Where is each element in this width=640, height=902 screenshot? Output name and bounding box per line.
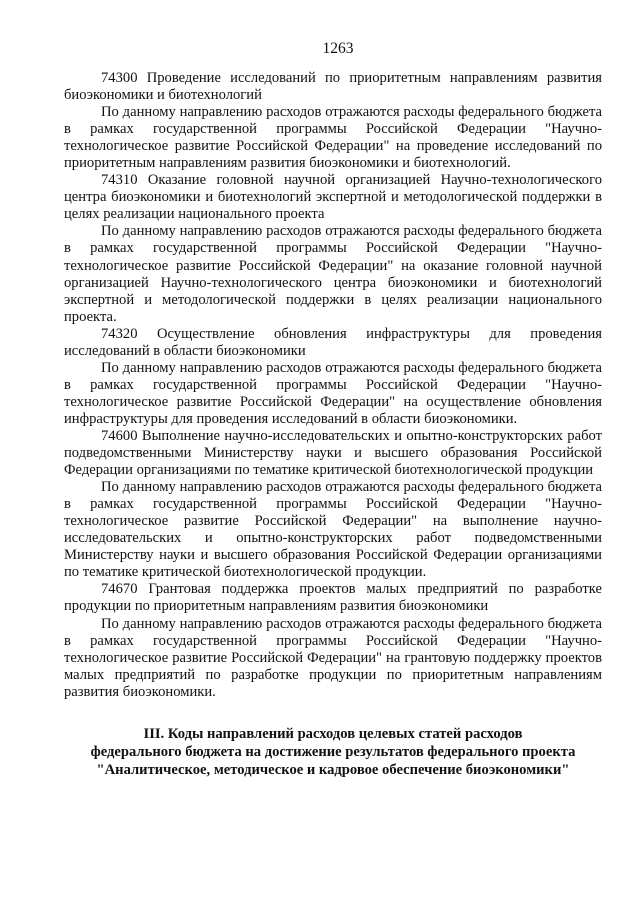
- code-74670-description: По данному направлению расходов отражаются расходы федерального бюджета в рамках государственной программы Российской Федерации "Научно-технологическое развитие Российской Федерации" на грантовую поддержку проектов малых предприятий по разработке продукции по приоритетным направлениям развития биоэкономики.: [64, 615, 602, 700]
- code-74320-description: По данному направлению расходов отражаются расходы федерального бюджета в рамках государственной программы Российской Федерации "Научно-технологическое развитие Российской Федерации" на осуществление обновления инфраструктуры для проведения исследований в области биоэкономики.: [64, 359, 602, 427]
- code-74310-title: 74310 Оказание головной научной организацией Научно-технологического центра биоэкономики и биотехнологий экспертной и методологической поддержки в целях реализации национального проекта: [64, 172, 602, 223]
- code-74300-title: 74300 Проведение исследований по приоритетным направлениям развития биоэкономики и биотехнологий: [64, 70, 602, 104]
- section-heading-line: "Аналитическое, методическое и кадровое обеспечение биоэкономики": [96, 761, 570, 778]
- section-heading: [64, 725, 602, 779]
- code-74600-title: 74600 Выполнение научно-исследовательских и опытно-конструкторских работ подведомственными Министерству науки и высшего образования Российской Федерации организациями по тематике критической биотехнологической продукции: [64, 427, 602, 479]
- code-74670-title: 74670 Грантовая поддержка проектов малых предприятий по разработке продукции по приоритетным направлениям развития биоэкономики: [64, 581, 602, 615]
- code-74310-description: По данному направлению расходов отражаются расходы федерального бюджета в рамках государственной программы Российской Федерации "Научно-технологическое развитие Российской Федерации" на оказание головной научной организацией Научно-технологического центра биоэкономики и биотехнологий экспертной и методологической поддержки в целях реализации национального проекта.: [64, 223, 602, 325]
- document-body: [64, 70, 602, 701]
- code-74320-title: 74320 Осуществление обновления инфраструктуры для проведения исследований в области биоэкономики: [64, 325, 602, 359]
- section-heading-line: федерального бюджета на достижение результатов федерального проекта: [90, 743, 576, 760]
- section-heading-line: III. Коды направлений расходов целевых статей расходов: [143, 725, 523, 742]
- code-74600-description: По данному направлению расходов отражаются расходы федерального бюджета в рамках государственной программы Российской Федерации "Научно-технологическое развитие Российской Федерации" на выполнение научно-исследовательских и опытно-конструкторских работ подведомственными Министерству науки и высшего образования Российской Федерации организациями по тематике критической биотехнологической продукции.: [64, 479, 602, 581]
- code-74300-description: По данному направлению расходов отражаются расходы федерального бюджета в рамках государственной программы Российской Федерации "Научно-технологическое развитие Российской Федерации" на проведение исследований по приоритетным направлениям развития биоэкономики и биотехнологий.: [64, 104, 602, 172]
- page-number: 1263: [322, 40, 354, 57]
